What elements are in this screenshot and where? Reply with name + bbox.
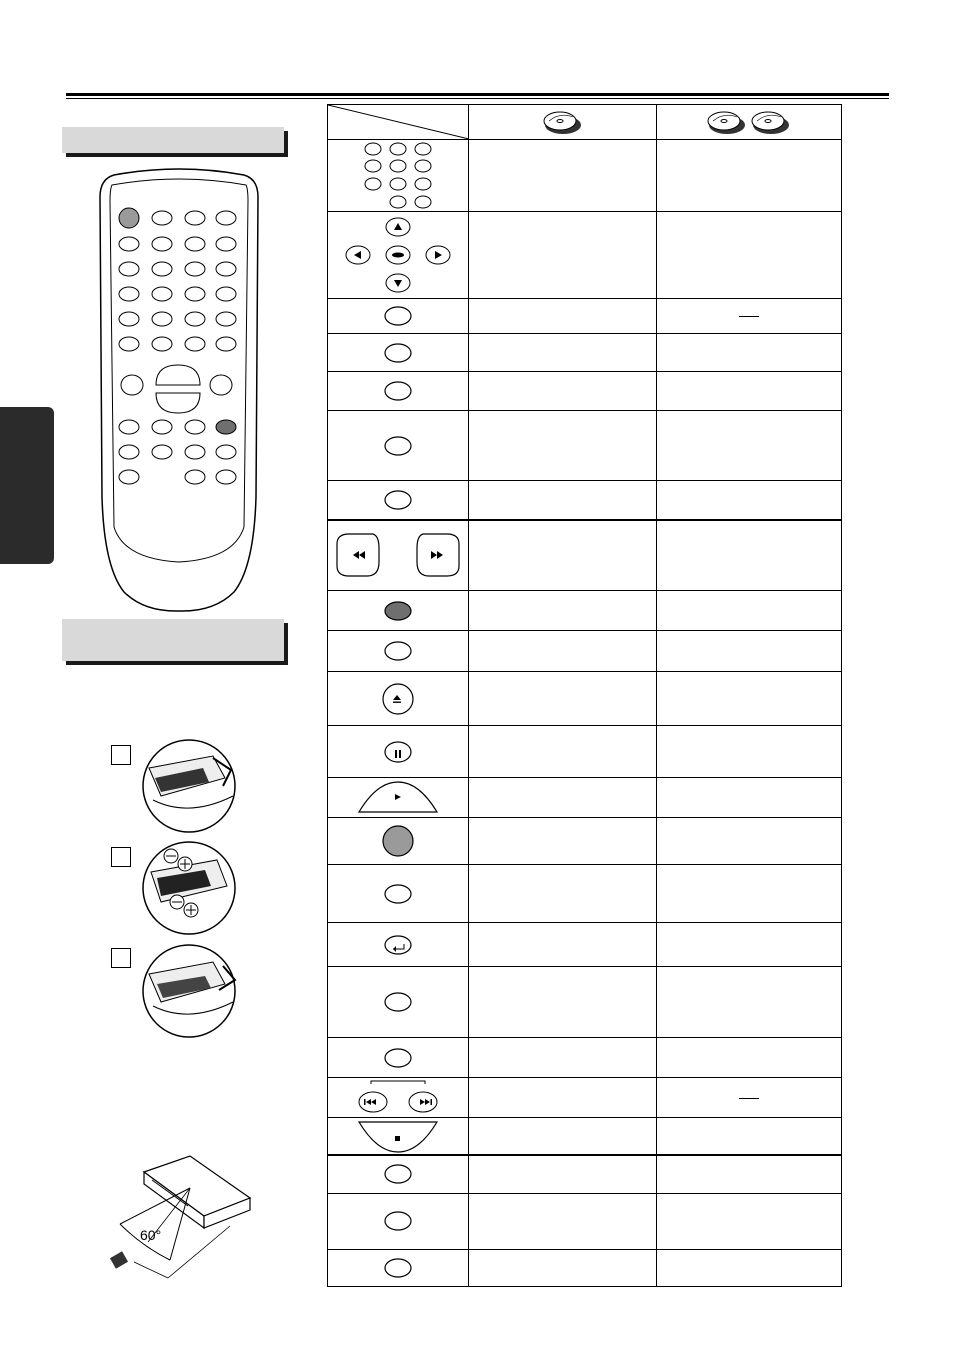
- table-row: [328, 481, 842, 520]
- cd-disc-icon: [699, 107, 799, 137]
- angle-label: 60°: [140, 1227, 162, 1243]
- remote-button: [185, 470, 205, 484]
- remote-button: [119, 262, 139, 276]
- cd-function-cell: [657, 481, 842, 520]
- button-cell: [328, 1118, 469, 1156]
- cd-function-cell: [657, 923, 842, 967]
- table-row: [328, 140, 842, 212]
- table-row: [328, 1118, 842, 1156]
- cd-function-cell: [657, 212, 842, 299]
- cd-function-cell: [657, 1249, 842, 1286]
- dvd-function-cell: [469, 481, 657, 520]
- dvd-function-cell: [469, 726, 657, 778]
- remote-button: [119, 337, 139, 351]
- top-rule-thin: [66, 98, 889, 99]
- remote-button: [216, 420, 236, 434]
- button-cell: [328, 778, 469, 818]
- dvd-function-cell: [469, 411, 657, 481]
- remote-control-illustration: [94, 167, 264, 615]
- button-cell: [328, 1193, 469, 1249]
- button-cell: [328, 865, 469, 923]
- dvd-function-cell: [469, 1155, 657, 1193]
- dvd-function-cell: [469, 818, 657, 865]
- cd-function-cell: [657, 1118, 842, 1156]
- dvd-function-cell: [469, 1249, 657, 1286]
- remote-button: [119, 208, 139, 228]
- button-cell: [328, 520, 469, 591]
- button-cell: [328, 1078, 469, 1118]
- table-row: [328, 778, 842, 818]
- dvd-function-cell: [469, 212, 657, 299]
- cd-function-cell: [657, 591, 842, 631]
- remote-button: [185, 262, 205, 276]
- remote-button: [185, 287, 205, 301]
- remote-button: [185, 211, 205, 225]
- dvd-function-cell: [469, 299, 657, 334]
- remote-button: [119, 445, 139, 459]
- dvd-function-cell: [469, 591, 657, 631]
- dvd-function-cell: [469, 1038, 657, 1078]
- remote-button: [216, 312, 236, 326]
- cd-function-cell: [657, 140, 842, 212]
- cd-function-cell: [657, 1193, 842, 1249]
- battery-step-3-illustration: [143, 945, 235, 1037]
- not-available-dash: [739, 316, 759, 317]
- button-cell: [328, 726, 469, 778]
- table-row: [328, 372, 842, 411]
- dvd-function-cell: [469, 967, 657, 1038]
- remote-button: [185, 420, 205, 434]
- dvd-function-cell: [469, 865, 657, 923]
- remote-button: [152, 237, 172, 251]
- cd-function-cell: [657, 520, 842, 591]
- dvd-disc-icon: [533, 107, 593, 137]
- table-row: [328, 411, 842, 481]
- button-cell: [328, 299, 469, 334]
- cd-function-cell: [657, 631, 842, 672]
- cd-function-cell: [657, 865, 842, 923]
- remote-button: [119, 312, 139, 326]
- table-row: [328, 818, 842, 865]
- remote-button: [152, 262, 172, 276]
- dvd-function-cell: [469, 1193, 657, 1249]
- table-row: [328, 520, 842, 591]
- remote-button: [152, 420, 172, 434]
- cd-function-cell: [657, 334, 842, 372]
- cd-function-cell: [657, 1155, 842, 1193]
- battery-step-2-illustration: [143, 842, 235, 934]
- button-cell: [328, 672, 469, 726]
- cd-function-cell: [657, 818, 842, 865]
- dvd-function-cell: [469, 372, 657, 411]
- section-bar-remote: [62, 127, 284, 153]
- table-row: [328, 967, 842, 1038]
- table-row: [328, 865, 842, 923]
- table-row: [328, 631, 842, 672]
- dvd-function-cell: [469, 1118, 657, 1156]
- remote-button: [152, 287, 172, 301]
- remote-button: [216, 337, 236, 351]
- cd-function-cell: [657, 726, 842, 778]
- table-row: [328, 1078, 842, 1118]
- button-cell: [328, 212, 469, 299]
- cd-function-cell: [657, 1038, 842, 1078]
- remote-button: [185, 337, 205, 351]
- dvd-function-cell: [469, 631, 657, 672]
- dvd-function-cell: [469, 140, 657, 212]
- dvd-function-cell: [469, 1078, 657, 1118]
- remote-button: [216, 445, 236, 459]
- dvd-function-cell: [469, 778, 657, 818]
- remote-button: [152, 337, 172, 351]
- remote-button: [185, 445, 205, 459]
- remote-angle-illustration: [104, 1150, 254, 1290]
- table-header-row: [328, 105, 842, 140]
- side-tab: [0, 407, 54, 564]
- button-cell: [328, 372, 469, 411]
- table-row: [328, 1249, 842, 1286]
- dvd-function-cell: [469, 520, 657, 591]
- table-row: [328, 1155, 842, 1193]
- button-cell: [328, 334, 469, 372]
- table-row: [328, 1193, 842, 1249]
- button-cell: [328, 1038, 469, 1078]
- remote-button: [185, 312, 205, 326]
- remote-button: [216, 237, 236, 251]
- table-row: [328, 726, 842, 778]
- table-row: [328, 334, 842, 372]
- remote-button: [152, 312, 172, 326]
- cd-function-cell: [657, 672, 842, 726]
- remote-transport-button: [121, 375, 143, 395]
- table-row: [328, 299, 842, 334]
- button-cell: [328, 591, 469, 631]
- table-row: [328, 923, 842, 967]
- cd-function-cell: [657, 105, 842, 140]
- top-rule: [66, 93, 889, 96]
- cd-function-cell: [657, 967, 842, 1038]
- cd-function-cell: [657, 299, 842, 334]
- table-row: [328, 591, 842, 631]
- button-cell: [328, 481, 469, 520]
- dvd-function-cell: [469, 672, 657, 726]
- button-cell: [328, 1249, 469, 1286]
- remote-button: [152, 445, 172, 459]
- battery-step-1-illustration: [143, 740, 235, 832]
- remote-transport-button: [210, 375, 232, 395]
- remote-button: [185, 237, 205, 251]
- cd-function-cell: [657, 372, 842, 411]
- button-cell: [328, 967, 469, 1038]
- button-cell: [328, 818, 469, 865]
- remote-button: [152, 211, 172, 225]
- button-cell: [328, 1155, 469, 1193]
- button-cell: [328, 411, 469, 481]
- table-row: [328, 212, 842, 299]
- remote-button: [216, 262, 236, 276]
- cd-function-cell: [657, 411, 842, 481]
- cd-function-cell: [657, 1078, 842, 1118]
- remote-button: [216, 211, 236, 225]
- button-cell: [328, 923, 469, 967]
- remote-button: [119, 287, 139, 301]
- not-available-dash: [739, 1098, 759, 1099]
- remote-button: [119, 470, 139, 484]
- remote-button: [119, 420, 139, 434]
- section-bar-batteries: [62, 619, 284, 661]
- table-row: [328, 672, 842, 726]
- remote-button: [216, 470, 236, 484]
- battery-illustrations: [106, 738, 246, 1038]
- remote-button: [119, 237, 139, 251]
- button-function-table: [327, 104, 842, 1287]
- cd-function-cell: [657, 778, 842, 818]
- remote-button: [216, 287, 236, 301]
- button-cell: [328, 631, 469, 672]
- table-row: [328, 1038, 842, 1078]
- dvd-function-cell: [469, 334, 657, 372]
- button-cell: [328, 140, 469, 212]
- button-cell: [328, 105, 469, 140]
- dvd-function-cell: [469, 923, 657, 967]
- dvd-function-cell: [469, 105, 657, 140]
